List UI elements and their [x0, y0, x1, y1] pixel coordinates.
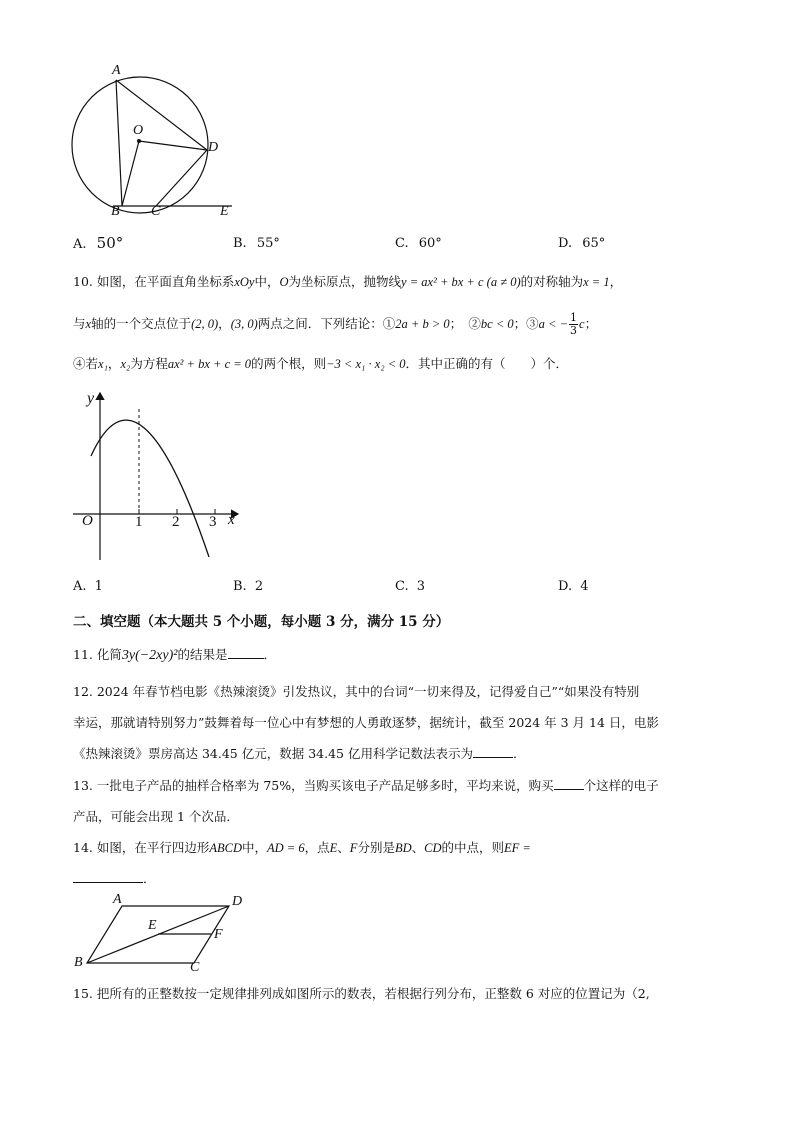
tick-label-1: 1	[135, 514, 143, 530]
q10-line-2: 与x轴的一个交点位于(2, 0)，(3, 0)两点之间．下列结论：①2a + b > 0； ②bc < 0；③a < − $\frac{1}{3}$ c；	[73, 311, 598, 337]
pg-label-f: F	[214, 927, 223, 942]
q9-option-b: B. 55°	[233, 236, 280, 251]
q9-option-a: A. 50°	[73, 234, 124, 252]
q10-option-a: A. 1	[73, 579, 103, 594]
q13-line-1: 13. 一批电子产品的抽样合格率为 75%，当购买该电子产品足够多时，平均来说，购买 个这样的电子	[73, 778, 659, 793]
point-label-c: C	[151, 204, 161, 219]
origin-label: O	[82, 513, 93, 529]
q10-option-c: C. 3	[395, 579, 426, 594]
point-label-o: O	[133, 123, 144, 138]
x-axis-label: x	[228, 512, 235, 528]
q14-line-1: 14. 如图，在平行四边形ABCD中，AD = 6，点E、F分别是BD、CD的中点，则EF =	[73, 840, 531, 855]
q13-line-2: 产品，可能会出现 1 个次品．	[73, 809, 239, 824]
pg-label-d: D	[232, 894, 243, 909]
q12-line-3: 《热辣滚烫》票房高达 34.45 亿元，数据 34.45 亿用科学记数法表示为 ．	[73, 746, 526, 761]
point-label-b: B	[111, 204, 120, 219]
q9-option-c: C. 60°	[395, 236, 442, 251]
tick-label-3: 3	[209, 514, 217, 530]
q11-line: 11. 化简3y(−2xy)²的结果是 ．	[73, 647, 277, 663]
tick-label-2: 2	[172, 514, 180, 530]
pg-label-a: A	[113, 892, 122, 907]
q12-line-2: 幸运，那就请特别努力”鼓舞着每一位心中有梦想的人勇敢逐梦，据统计，截至 2024 年 3 月 14 日，电影	[73, 715, 659, 730]
section-heading: 二、填空题（本大题共 5 个小题，每小题 3 分，满分 15 分）	[73, 614, 450, 630]
q12-line-1: 12. 2024 年春节档电影《热辣滚烫》引发热议，其中的台词“一切来得及，记得爱自己”“如果没有特别	[73, 684, 640, 699]
pg-label-b: B	[74, 955, 83, 970]
pg-label-c: C	[190, 960, 200, 975]
pg-label-e: E	[148, 918, 157, 933]
q9-option-d: D. 65°	[558, 236, 606, 251]
point-label-d: D	[208, 140, 219, 155]
y-axis-label: y	[87, 390, 95, 407]
q10-line-3: ④若x₁，x₂为方程ax² + bx + c = 0的两个根，则−3 < x₁ · x₂ < 0．其中正确的有（ ）个．	[73, 356, 569, 371]
q10-line-1: 10. 如图，在平面直角坐标系xOy中，O为坐标原点，抛物线y = ax² + bx + c (a ≠ 0)的对称轴为x = 1，	[73, 274, 623, 289]
q10-option-b: B. 2	[233, 579, 264, 594]
q15-line-1: 15. 把所有的正整数按一定规律排列成如图所示的数表，若根据行列分布，正整数 6 对应的位置记为（2,	[73, 986, 650, 1001]
fraction-one-third: $\frac{1}{3}$	[570, 311, 578, 337]
q14-line-2: ．	[73, 869, 156, 889]
point-label-a: A	[112, 63, 121, 78]
q10-option-d: D. 4	[558, 579, 589, 594]
point-label-e: E	[220, 204, 229, 219]
